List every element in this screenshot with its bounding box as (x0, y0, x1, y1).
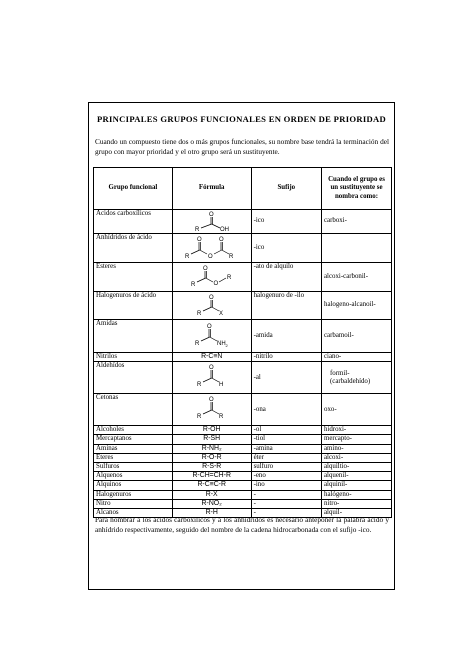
ketone-structure (192, 394, 232, 420)
group-name: Aminas (94, 444, 173, 453)
acid-halide-structure (192, 292, 232, 316)
substituent: halógeno- (322, 490, 392, 499)
suffix: - (251, 509, 321, 518)
substituent (322, 234, 392, 263)
ester-structure (186, 263, 238, 287)
formula-ester (172, 263, 251, 292)
svg-text:R: R (194, 227, 200, 232)
table-row (94, 444, 392, 453)
substituent: alquenil- (322, 472, 392, 481)
suffix: -al (251, 362, 321, 394)
group-name: Cetonas (94, 394, 173, 426)
substituent: amino- (322, 444, 392, 453)
group-name: Ácidos carboxílicos (94, 210, 173, 234)
header-group: Grupo funcional (94, 168, 173, 210)
intro-paragraph: Cuando un compuesto tiene dos o más grupos funcionales, su nombre base tendrá la terminación del grupo con mayor prioridad y el otro grupo será un sustituyente. (95, 137, 389, 156)
table-header-row (94, 168, 392, 210)
svg-text:O: O (207, 254, 213, 260)
svg-text:O: O (196, 237, 202, 243)
formula-carboxylic-acid (172, 210, 251, 234)
group-name: Aldehídos (94, 362, 173, 394)
table-row (94, 463, 392, 472)
svg-text:O: O (206, 324, 212, 330)
formula: R-SH (172, 435, 251, 444)
svg-text:O: O (218, 237, 224, 243)
svg-text:O: O (208, 365, 214, 372)
amide-structure (190, 320, 234, 348)
header-formula: Fórmula (172, 168, 251, 210)
group-name: Anhídridos de ácido (94, 234, 173, 263)
suffix: sulfuro (251, 463, 321, 472)
svg-text:R: R (196, 382, 202, 389)
formula: R-C≡N (172, 353, 251, 362)
svg-text:R: R (226, 275, 232, 281)
table-row (94, 292, 392, 320)
group-name: Alquinos (94, 481, 173, 490)
suffix: halogenuro de -ilo (251, 292, 321, 320)
formula: R-S-R (172, 463, 251, 472)
group-name: Amidas (94, 320, 173, 353)
suffix: -ato de alquilo (251, 263, 321, 292)
formula: R-OH (172, 426, 251, 435)
suffix: -nitrilo (251, 353, 321, 362)
substituent: formil- (carbaldehído) (322, 362, 392, 394)
suffix: - (251, 490, 321, 499)
group-name: Sulfuros (94, 463, 173, 472)
group-name: Ésteres (94, 263, 173, 292)
svg-text:O: O (202, 266, 208, 272)
group-name: Alcanos (94, 509, 173, 518)
header-substituent: Cuando el grupo es un sustituyente se nombra como: (322, 168, 392, 210)
substituent: oxo- (322, 394, 392, 426)
table-row (94, 490, 392, 499)
formula-aldehyde (172, 362, 251, 394)
suffix: - (251, 499, 321, 508)
substituent: alquil- (322, 509, 392, 518)
group-name: Nitrilos (94, 353, 173, 362)
header-suffix: Sufijo (251, 168, 321, 210)
formula: R-H (172, 509, 251, 518)
substituent: alcoxi- (322, 453, 392, 462)
table-row (94, 353, 392, 362)
svg-text:O: O (213, 281, 218, 287)
table-row (94, 263, 392, 292)
suffix: -ico (251, 234, 321, 263)
svg-text:R: R (196, 311, 202, 316)
formula-ketone (172, 394, 251, 426)
svg-text:H: H (218, 382, 224, 389)
page-title: PRINCIPALES GRUPOS FUNCIONALES EN ORDEN DE PRIORIDAD (96, 114, 387, 124)
table-row (94, 394, 392, 426)
suffix: -ol (251, 426, 321, 435)
svg-text:2: 2 (225, 343, 228, 348)
group-name: Halogenuros (94, 490, 173, 499)
table-row (94, 472, 392, 481)
substituent: nitro- (322, 499, 392, 508)
svg-text:R: R (228, 254, 234, 260)
table-row (94, 320, 392, 353)
substituent: mercapto- (322, 435, 392, 444)
suffix: -amida (251, 320, 321, 353)
suffix: -amina (251, 444, 321, 453)
formula-acid-halide (172, 292, 251, 320)
formula: R-X (172, 490, 251, 499)
substituent: alquinil- (322, 481, 392, 490)
formula-amide (172, 320, 251, 353)
svg-text:O: O (208, 397, 214, 404)
group-name: Alquenos (94, 472, 173, 481)
svg-text:R: R (190, 282, 196, 287)
svg-text:X: X (218, 311, 223, 316)
substituent: alquiltio- (322, 463, 392, 472)
substituent: carbamoil- (322, 320, 392, 353)
group-name: Mercaptanos (94, 435, 173, 444)
group-name: Nitro (94, 499, 173, 508)
formula: R-C≡C-R (172, 481, 251, 490)
substituent: alcoxi-carbonil- (322, 263, 392, 292)
substituent: ciano- (322, 353, 392, 362)
group-name: Halogenuros de ácido (94, 292, 173, 320)
carboxylic-acid-structure (189, 210, 235, 232)
table-row (94, 362, 392, 394)
table-row (94, 210, 392, 234)
suffix: -tiol (251, 435, 321, 444)
svg-text:OH: OH (219, 227, 229, 232)
table-row (94, 481, 392, 490)
svg-text:R: R (196, 414, 202, 421)
svg-text:O: O (208, 212, 214, 218)
substituent: halogeno-alcanoil- (322, 292, 392, 320)
suffix: -ino (251, 481, 321, 490)
suffix: -eno (251, 472, 321, 481)
anhydride-structure (182, 234, 242, 260)
group-name: Alcoholes (94, 426, 173, 435)
table-row (94, 435, 392, 444)
svg-text:O: O (208, 295, 214, 301)
formula: R-CH=CH-R (172, 472, 251, 481)
svg-text:R: R (218, 414, 224, 421)
formula-anhydride (172, 234, 251, 263)
substituent: hidroxi- (322, 426, 392, 435)
aldehyde-structure (192, 362, 232, 388)
formula: R-NO₂ (172, 499, 251, 508)
formula: R-NH₂ (172, 444, 251, 453)
svg-text:R: R (184, 254, 190, 260)
footer-note: Para nombrar a los ácidos carboxílicos y a los anhídridos es necesario anteponer la palabra ácido y anhídrido respectivamente, seguido del nombre de la cadena hidrocarbonada con el sufijo -ico. (95, 515, 389, 534)
svg-text:R: R (194, 341, 200, 347)
suffix: -ona (251, 394, 321, 426)
table-row (94, 453, 392, 462)
table-row (94, 426, 392, 435)
suffix: éter (251, 453, 321, 462)
table-row (94, 234, 392, 263)
substituent: carboxi- (322, 210, 392, 234)
svg-text:NH: NH (216, 341, 226, 347)
group-name: Éteres (94, 453, 173, 462)
functional-groups-table (93, 167, 392, 518)
suffix: -ico (251, 210, 321, 234)
formula: R-O-R (172, 453, 251, 462)
document-page (88, 102, 395, 590)
table-row (94, 499, 392, 508)
